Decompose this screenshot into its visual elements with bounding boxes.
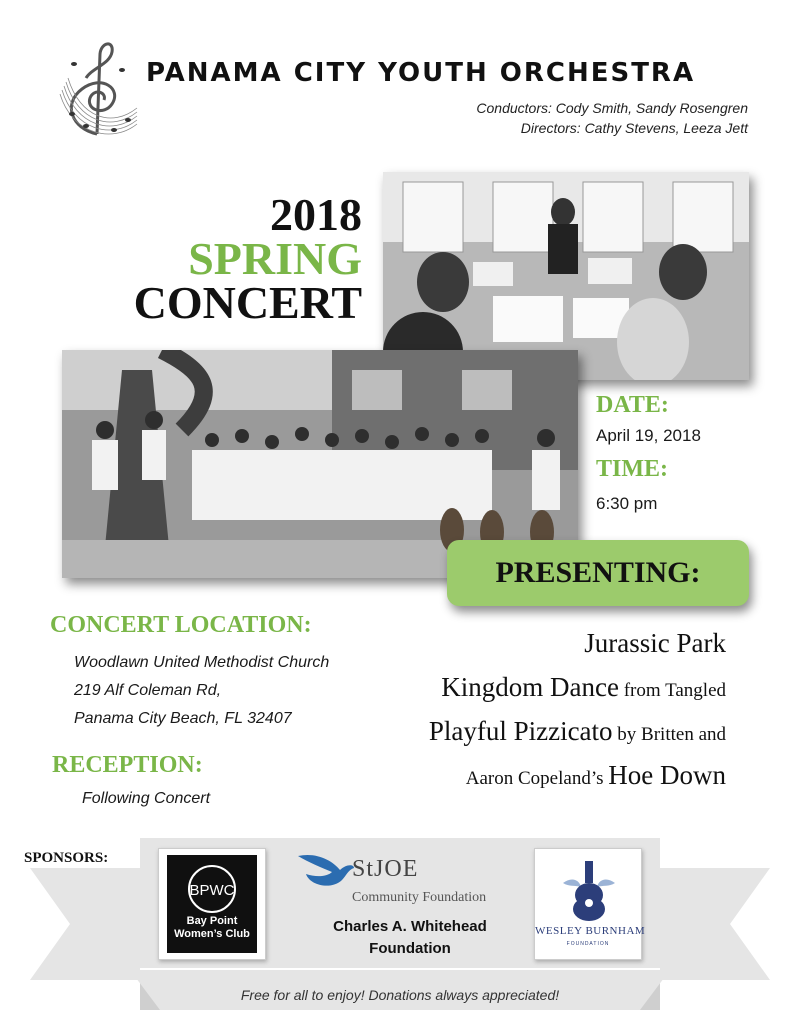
program-title: Jurassic Park (584, 628, 726, 658)
reception-label: RECEPTION: (52, 752, 203, 778)
stjoe-name: StJOE (352, 856, 419, 882)
winged-guitar-icon (561, 859, 617, 921)
location-city: Panama City Beach, FL 32407 (74, 710, 292, 727)
time-label: TIME: (596, 456, 668, 482)
location-venue: Woodlawn United Methodist Church (74, 654, 330, 671)
org-title: PANAMA CITY YOUTH ORCHESTRA (146, 58, 696, 88)
date-label: DATE: (596, 392, 669, 418)
program-title: Kingdom Dance (441, 672, 619, 702)
program-item (441, 672, 726, 703)
sponsors-label: SPONSORS: (24, 850, 109, 866)
presenting-banner (447, 540, 749, 606)
program-item (584, 628, 726, 659)
whitehead-line1: Charles A. Whitehead (333, 918, 487, 935)
concert-heading: CONCERT (133, 277, 362, 328)
program-title: Playful Pizzicato (428, 716, 613, 746)
rehearsal-photo-art (383, 172, 749, 380)
reception-value: Following Concert (82, 790, 211, 807)
whitehead-line2: Foundation (369, 940, 451, 957)
stjoe-subtitle: Community Foundation (352, 890, 487, 905)
treble-clef-logo (52, 34, 142, 144)
bpwc-name-line1: Bay Point (186, 915, 238, 927)
concert-year: 2018 (270, 189, 362, 240)
presenting-label: PRESENTING: (495, 556, 701, 589)
bpwc-monogram-text: BPWC (189, 882, 235, 899)
wesley-burnham-logo (534, 848, 646, 960)
program-detail: by Britten and (612, 724, 726, 745)
bird-icon (296, 846, 356, 892)
program-detail: Aaron Copeland’s (465, 768, 609, 789)
bpwc-monogram (186, 863, 238, 915)
bpwc-logo-block (167, 855, 257, 953)
footer-note: Free for all to enjoy! Donations always appreciated! (240, 987, 560, 1003)
wesley-burnham-subtitle: FOUNDATION (566, 941, 610, 947)
bpwc-name-line2: Women’s Club (174, 928, 250, 940)
program-title: Hoe Down (608, 760, 726, 790)
conductors-line: Conductors: Cody Smith, Sandy Rosengren (476, 100, 748, 116)
location-label: CONCERT LOCATION: (50, 612, 312, 638)
rehearsal-photo (383, 172, 749, 380)
wesley-burnham-name: WESLEY BURNHAM (535, 925, 646, 937)
concert-season: SPRING (188, 233, 362, 284)
program-item (466, 760, 726, 791)
location-street: 219 Alf Coleman Rd, (74, 682, 222, 699)
program-item (429, 716, 726, 747)
bpwc-logo (158, 848, 266, 960)
date-value: April 19, 2018 (596, 426, 701, 445)
time-value: 6:30 pm (596, 494, 658, 513)
program-detail: from Tangled (618, 680, 726, 701)
directors-line: Directors: Cathy Stevens, Leeza Jett (520, 120, 748, 136)
